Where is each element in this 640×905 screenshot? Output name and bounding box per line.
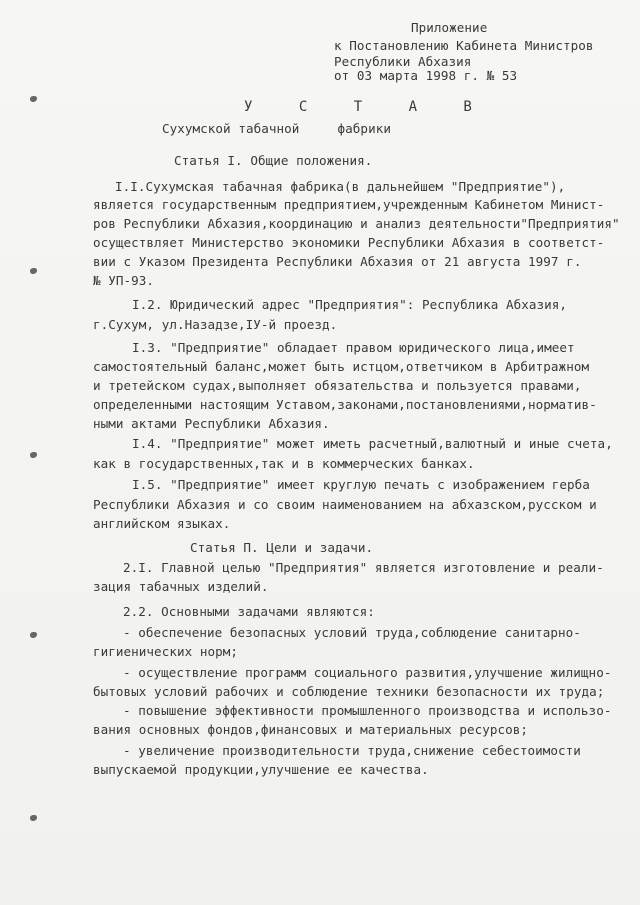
paragraph-line: вии с Указом Президента Республики Абхазия от 21 августа 1997 г. xyxy=(93,254,582,269)
header-date: от 03 марта 1998 г. № 53 xyxy=(334,68,518,83)
document-subtitle: Сухумской табачной фабрики xyxy=(162,121,391,136)
paragraph-line: самостоятельный баланс,может быть истцом,ответчиком в Арбитражном xyxy=(93,359,590,374)
punch-hole-mark xyxy=(30,815,37,821)
punch-hole-mark xyxy=(30,268,37,274)
header-resolution: к Постановлению Кабинета Министров xyxy=(334,38,594,53)
paragraph-line: выпускаемой продукции,улучшение ее качества. xyxy=(93,762,429,777)
paragraph-line: - осуществление программ социального развития,улучшение жилищно- xyxy=(123,665,612,680)
paragraph-line: I.4. "Предприятие" может иметь расчетный,валютный и иные счета, xyxy=(132,436,613,451)
paragraph-line: является государственным предприятием,учрежденным Кабинетом Минист- xyxy=(93,197,605,212)
paragraph-line: I.2. Юридический адрес "Предприятия": Республика Абхазия, xyxy=(132,297,568,312)
document-title: У С Т А В xyxy=(244,99,491,115)
paragraph-line: гигиенических норм; xyxy=(93,644,239,659)
header-republic: Республики Абхазия xyxy=(334,54,472,69)
paragraph-line: - увеличение производительности труда,снижение себестоимости xyxy=(123,743,581,758)
paragraph-line: I.5. "Предприятие" имеет круглую печать с изображением герба xyxy=(132,477,590,492)
paragraph-line: I.3. "Предприятие" обладает правом юридического лица,имеет xyxy=(132,340,575,355)
paragraph-line: ными актами Республики Абхазия. xyxy=(93,416,330,431)
paragraph-line: I.I.Сухумская табачная фабрика(в дальнейшем "Предприятие"), xyxy=(115,179,566,194)
header-appendix: Приложение xyxy=(411,20,488,35)
punch-hole-mark xyxy=(30,96,37,102)
paragraph-line: зация табачных изделий. xyxy=(93,579,269,594)
paragraph-line: осуществляет Министерство экономики Республики Абхазия в соответст- xyxy=(93,235,605,250)
paragraph-line: бытовых условий рабочих и соблюдение техники безопасности их труда; xyxy=(93,684,605,699)
section2-heading: Статья П. Цели и задачи. xyxy=(190,540,374,555)
paragraph-line: 2.2. Основными задачами являются: xyxy=(123,604,375,619)
paragraph-line: г.Сухум, ул.Назадзе,IУ-й проезд. xyxy=(93,317,338,332)
paragraph-line: и третейском судах,выполняет обязательства и пользуется правами, xyxy=(93,378,582,393)
paragraph-line: английском языках. xyxy=(93,516,231,531)
paragraph-line: ров Республики Абхазия,координацию и анализ деятельности"Предприятия" xyxy=(93,216,620,231)
paragraph-line: как в государственных,так и в коммерческих банках. xyxy=(93,456,475,471)
paragraph-line: - повышение эффективности промышленного производства и использо- xyxy=(123,703,612,718)
punch-hole-mark xyxy=(30,632,37,638)
paragraph-line: № УП-93. xyxy=(93,273,155,288)
paragraph-line: - обеспечение безопасных условий труда,соблюдение санитарно- xyxy=(123,625,581,640)
paragraph-line: определенными настоящим Уставом,законами,постановлениями,норматив- xyxy=(93,397,597,412)
punch-hole-mark xyxy=(30,452,37,458)
section1-heading: Статья I. Общие положения. xyxy=(174,153,373,168)
paragraph-line: 2.I. Главной целью "Предприятия" является изготовление и реали- xyxy=(123,560,604,575)
paragraph-line: Республики Абхазия и со своим наименованием на абхазском,русском и xyxy=(93,497,597,512)
paragraph-line: вания основных фондов,финансовых и материальных ресурсов; xyxy=(93,722,529,737)
